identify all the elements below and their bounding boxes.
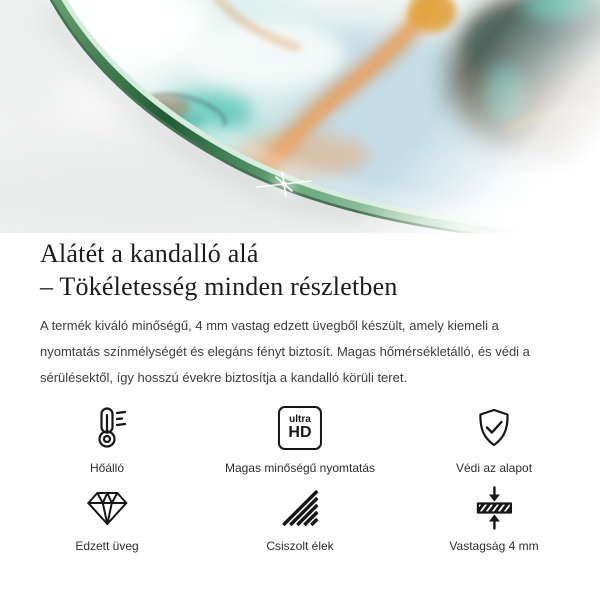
feature-label: Vastagság 4 mm	[449, 539, 539, 553]
features-grid	[0, 405, 600, 575]
title-line-2: – Tökéletesség minden részletben	[40, 272, 398, 301]
white-fade-overlay	[0, 0, 600, 233]
product-description: A termék kiváló minőségű, 4 mm vastag edzett üvegből készült, amely kiemeli a nyomtatás színmélységét és elegáns fényt biztosít. Magas hőmérsékletálló, és védi a sérülésektől, így hosszú évekre biztosítja a kandalló körüli teret.	[40, 318, 530, 385]
glass-underlay-image	[0, 0, 600, 233]
page-title	[40, 237, 600, 303]
title-line-1: Alátét a kandalló alá	[40, 239, 259, 268]
feature-label: Edzett üveg	[75, 539, 139, 553]
feature-protects-base	[456, 405, 532, 475]
ultra-hd-icon-text-top: ultra	[289, 414, 311, 425]
ultra-hd-icon-text-bottom: HD	[288, 424, 312, 441]
diamond-icon	[85, 487, 129, 529]
feature-label: Hőálló	[89, 461, 125, 475]
shield-check-icon	[474, 405, 514, 451]
feature-thickness-4mm	[449, 487, 538, 553]
product-info-section	[0, 233, 600, 575]
feature-high-quality-print	[225, 405, 375, 475]
feature-tempered-glass	[75, 487, 138, 553]
feature-heat-resistant	[87, 405, 127, 475]
feature-label: Csiszolt élek	[266, 539, 334, 553]
feature-label: Magas minőségű nyomtatás	[224, 461, 376, 475]
feature-label: Védi az alapot	[455, 461, 533, 475]
polished-edge-icon	[279, 487, 321, 529]
thermometer-icon	[87, 405, 127, 451]
ultra-hd-icon	[278, 405, 322, 451]
product-photo	[0, 0, 600, 233]
thickness-icon	[474, 487, 514, 529]
feature-polished-edges	[266, 487, 333, 553]
